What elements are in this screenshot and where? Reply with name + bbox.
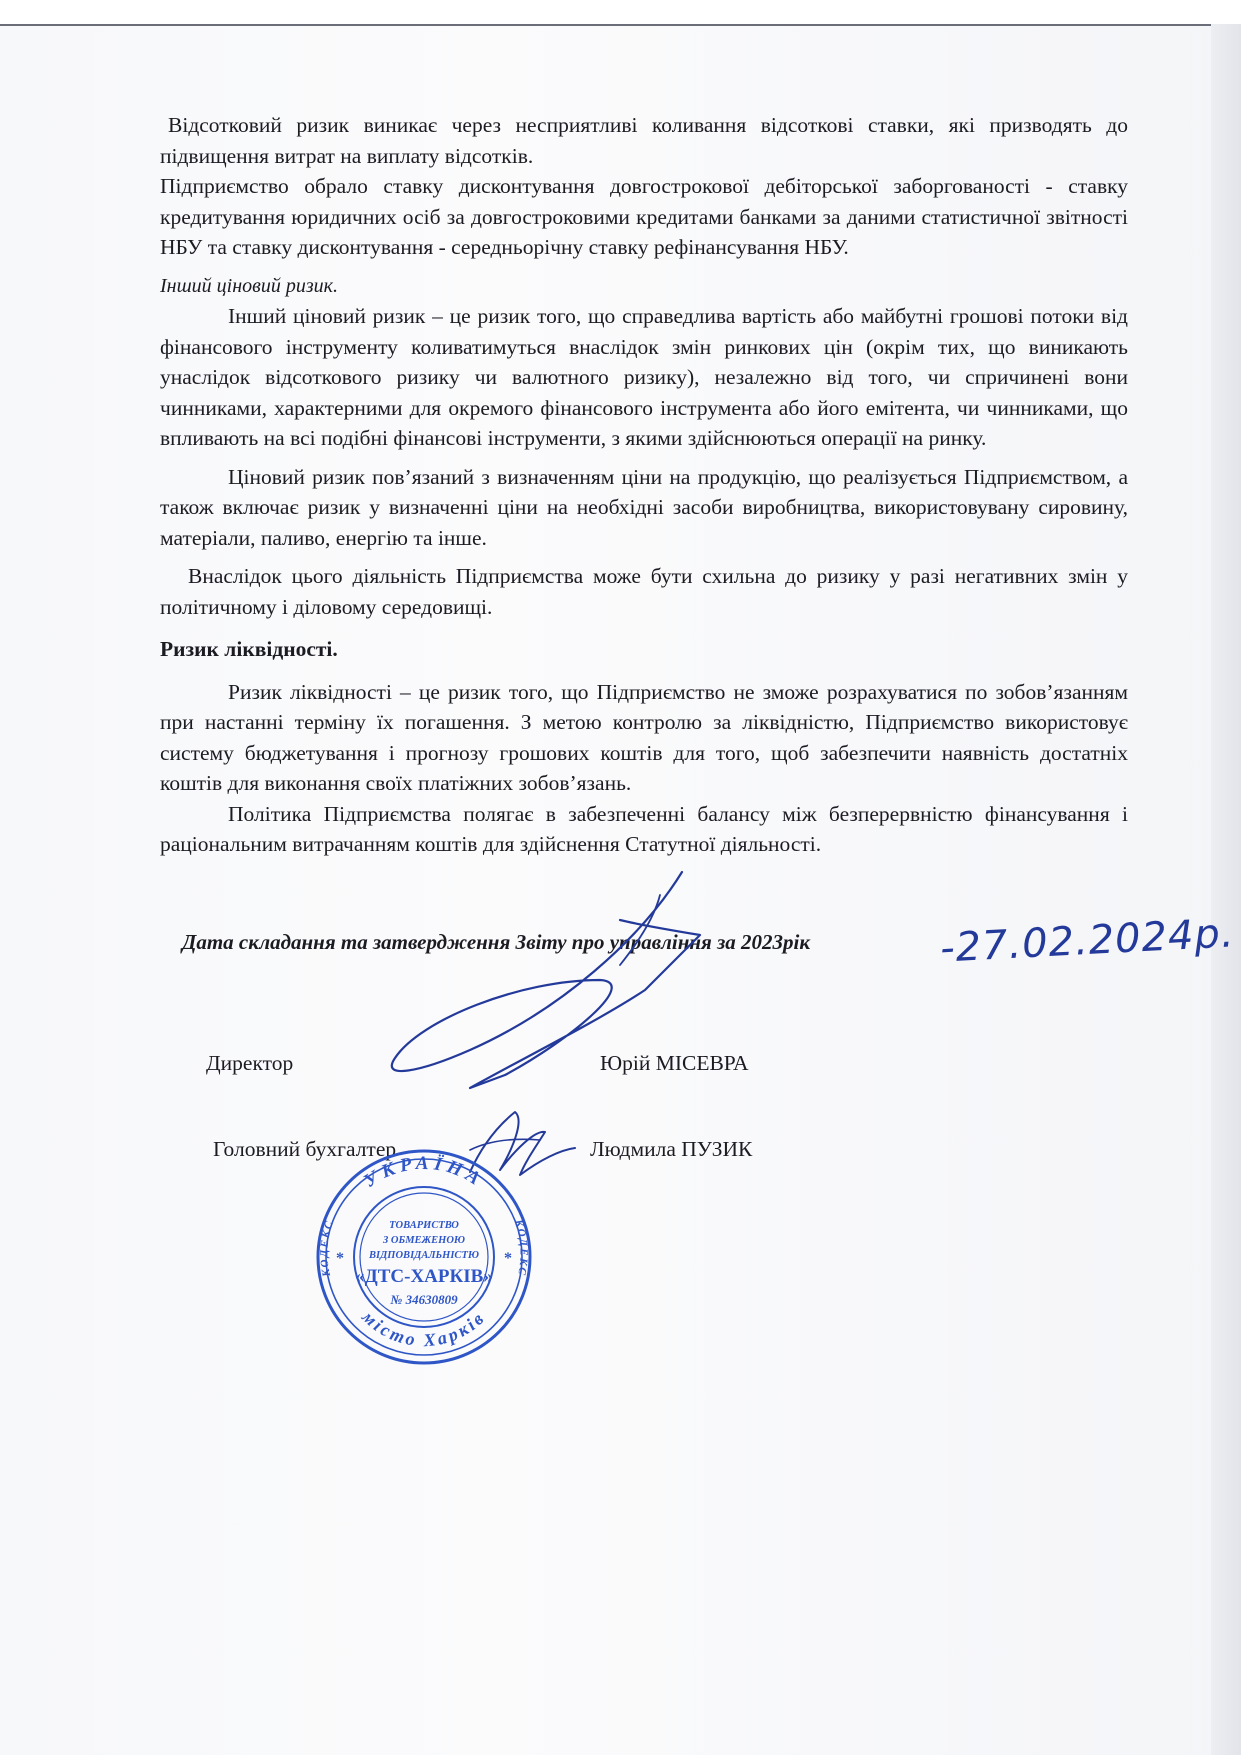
paragraph-discount-rate: Підприємство обрало ставку дисконтування довгострокової дебіторської заборгованості - ставку кредитування юридичних осіб за довгостроковими кредитами банками за даними статистичної звітності НБУ та ставку дисконтування - середньорічну ставку рефінансування НБУ. [160, 174, 1128, 259]
accountant-name: Людмила ПУЗИК [590, 1137, 753, 1161]
scan-top-edge [0, 0, 1241, 26]
paragraph-other-price-risk: Інший ціновий ризик – це ризик того, що справедлива вартість або майбутні грошові потоки від фінансового інструменту коливатимуться внаслідок змін ринкових цін (окрім тих, що виникають унаслідок відсоткового ризику чи валютного ризику), незалежно від того, чи спричинені вони чинниками, характерними для окремого фінансового інструмента або його емітента, чи чинниками, що впливають на всі подібні фінансові інструменти, з якими здійснюються операції на ринку. [160, 304, 1128, 450]
director-title: Директор [206, 1051, 294, 1075]
paragraph-price-risk: Ціновий ризик пов’язаний з визначенням ціни на продукцію, що реалізується Підприємством, а також включає ризик у визначенні ціни на необхідні засоби виробництва, використовувану сировину, матеріали, паливо, енергію та інше. [160, 464, 1128, 550]
stamp-star-left: * [336, 1250, 344, 1267]
report-body [160, 110, 1128, 860]
heading-other-price-risk: Інший ціновий ризик. [160, 274, 338, 297]
stamp-right-arc: КОДЕКС [511, 1218, 530, 1278]
report-date-line: Дата складання та затвердження Звіту про управління за 2023рік [182, 930, 811, 954]
stamp-company-name: «ДТС-ХАРКІВ» [355, 1266, 493, 1287]
paragraph-liquidity-risk: Ризик ліквідності – це ризик того, що Підприємство не зможе розрахуватися по зобов’язанням при настанні терміну їх погашення. З метою контролю за ліквідністю, Підприємство використовує систему бюджетування і прогнозу грошових коштів для того, щоб забезпечити наявність достатніх коштів для виконання своїх платіжних зобов’язань. [160, 679, 1128, 795]
heading-liquidity-risk: Ризик ліквідності. [160, 637, 338, 661]
stamp-top-arc: УКРАЇНА [360, 1152, 488, 1193]
accountant-title: Головний бухгалтер [213, 1137, 397, 1161]
scan-right-edge [1211, 24, 1241, 1755]
company-stamp [318, 1151, 530, 1363]
accountant-signature [470, 1112, 575, 1175]
stamp-code: № 34630809 [390, 1292, 458, 1307]
paragraph-risk-consequence: Внаслідок цього діяльність Підприємства може бути схильна до ризику у разі негативних змін у політичному і діловому середовищі. [160, 564, 1128, 619]
director-name: Юрій МІСЕВРА [600, 1051, 749, 1075]
svg-text:КОДЕКС [512, 1217, 530, 1277]
stamp-line-2: З ОБМЕЖЕНОЮ [382, 1235, 466, 1246]
stamp-line-1: ТОВАРИСТВО [389, 1220, 459, 1231]
stamp-bottom-arc: місто Харків [358, 1306, 490, 1351]
stamp-line-3: ВІДПОВІДАЛЬНІСТЮ [369, 1250, 479, 1261]
paragraph-policy: Політика Підприємства полягає в забезпеченні балансу між безперервністю фінансування і раціональним витрачанням коштів для здійснення Статутної діяльності. [160, 801, 1128, 856]
stamp-star-right: * [504, 1250, 512, 1267]
svg-text:КОДЕКС [318, 1218, 336, 1278]
paragraph-interest-risk: Відсотковий ризик виникає через несприятливі коливання відсоткові ставки, які призводять до підвищення витрат на виплату відсотків. [160, 113, 1128, 168]
svg-text:місто Харків [358, 1306, 490, 1350]
handwritten-date: -27.02.2024р. [938, 910, 1236, 972]
stamp-left-arc: КОДЕКС [318, 1218, 337, 1278]
